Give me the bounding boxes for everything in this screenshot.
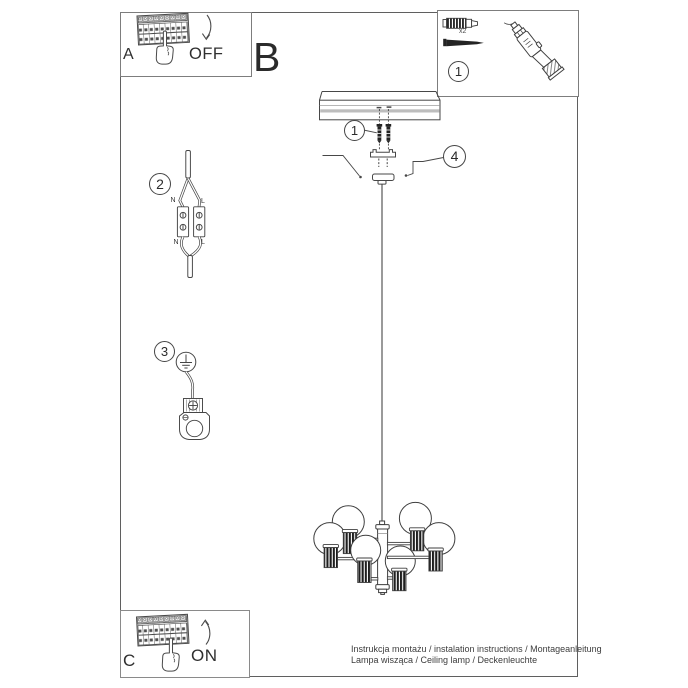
step-a-label: A — [123, 46, 134, 63]
anchor-quantity-label: x2 — [459, 28, 467, 35]
callout-4-canopy: 4 — [443, 145, 466, 168]
wire-label-l-bottom: L — [201, 239, 205, 246]
callout-3-ground: 3 — [154, 341, 175, 362]
step-c-label: C — [123, 651, 136, 670]
on-label: ON — [191, 646, 218, 665]
off-label: OFF — [189, 45, 224, 63]
callout-1-screws: 1 — [344, 120, 365, 141]
wire-label-n-bottom: N — [173, 239, 179, 246]
footer-line-1: Instrukcja montażu / instalation instructions / Montageanleitung — [351, 644, 602, 654]
footer-text — [351, 644, 602, 665]
callout-2-wiring: 2 — [149, 173, 171, 195]
footer-line-2: Lampa wisząca / Ceiling lamp / Deckenleuchte — [351, 654, 538, 665]
section-b-label: B — [253, 34, 281, 80]
step-c-box — [120, 610, 250, 678]
callout-1-tools: 1 — [448, 61, 469, 82]
step-a-box — [120, 12, 252, 77]
page-frame — [120, 12, 578, 677]
tools-box — [437, 10, 579, 97]
wire-label-n-top: N — [170, 197, 176, 204]
wire-label-l-top: L — [201, 198, 205, 205]
